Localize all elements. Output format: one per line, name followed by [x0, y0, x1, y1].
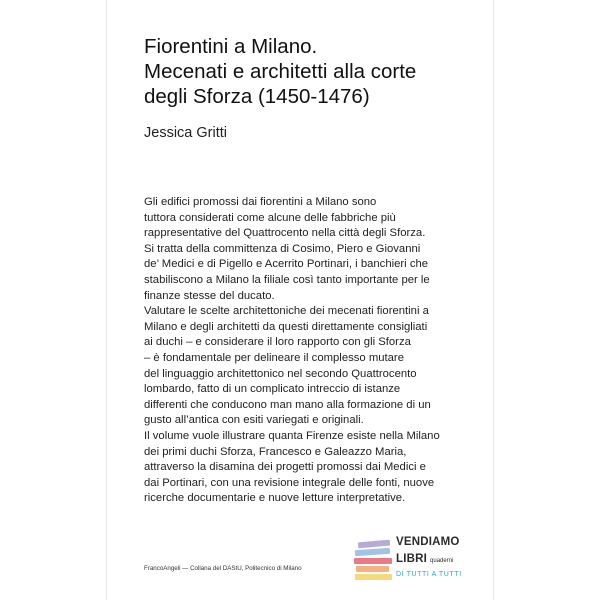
stripe-pink	[354, 558, 392, 564]
blurb-line: – è fondamentale per delineare il complesso mutare	[144, 351, 404, 364]
book-stack-icon	[352, 534, 397, 584]
blurb-line: del linguaggio architettonico nel secondo Quattrocento	[144, 367, 417, 380]
logo-wordmark	[396, 536, 462, 578]
title-line: Mecenati e architetti alla corte	[144, 60, 417, 83]
blurb-line: Valutare le scelte architettoniche dei mecenati fiorentini a	[144, 305, 429, 318]
publisher-footer: FrancoAngeli — Collana del DAStU, Politecnico di Milano	[144, 565, 302, 572]
title-line: degli Sforza (1450-1476)	[144, 85, 370, 108]
stripe-peach	[356, 566, 389, 572]
vendiamo-libri-logo	[352, 534, 472, 584]
blurb-line: rappresentative del Quattrocento nella città degli Sforza.	[144, 227, 426, 240]
logo-tagline: DI TUTTI A TUTTI	[396, 571, 462, 578]
title-line: Fiorentini a Milano.	[144, 35, 318, 58]
blurb-line: differenti che conducono man mano alla formazione di un	[144, 398, 431, 411]
stripe-yellow	[355, 574, 392, 580]
blurb-line: ai duchi – e considerare il loro rapporto con gli Sforza	[144, 336, 411, 349]
blurb-line: Si tratta della committenza di Cosimo, Piero e Giovanni	[144, 242, 421, 255]
book-blurb	[144, 195, 474, 507]
logo-line-libri: LIBRI	[396, 553, 428, 565]
blurb-line: lombardo, fatto di un complicato intreccio di istanze	[144, 383, 401, 396]
blurb-line: de’ Medici e di Pigello e Acerrito Portinari, i banchieri che	[144, 258, 429, 271]
author-name: Jessica Gritti	[144, 125, 227, 141]
blurb-line: dei primi duchi Sforza, Francesco e Galeazzo Maria,	[144, 445, 407, 458]
blurb-line: gusto all’antica con esiti variegati e originali.	[144, 414, 364, 427]
blurb-line: Milano e degli architetti da questi direttamente consigliati	[144, 320, 428, 333]
blurb-line: finanze stesse del ducato.	[144, 289, 275, 302]
blurb-line: Gli edifici promossi dai fiorentini a Milano sono	[144, 196, 377, 208]
logo-sub-quaderni: quaderni	[430, 558, 454, 564]
logo-line-vendiamo: VENDIAMO	[396, 536, 460, 548]
book-title	[144, 34, 474, 109]
blurb-line: attraverso la disamina dei progetti promossi dai Medici e	[144, 461, 426, 474]
blurb-line: tuttora considerati come alcune delle fabbriche più	[144, 211, 396, 224]
blurb-line: stabiliscono a Milano la filiale così tanto importante per le	[144, 273, 430, 286]
stripe-blue	[355, 548, 390, 556]
blurb-line: Il volume vuole illustrare quanta Firenze esiste nella Milano	[144, 429, 440, 442]
blurb-line: ricerche documentarie e nuove letture interpretative.	[144, 492, 406, 505]
blurb-line: dai Portinari, con una revisione integrale delle fonti, nuove	[144, 476, 435, 489]
